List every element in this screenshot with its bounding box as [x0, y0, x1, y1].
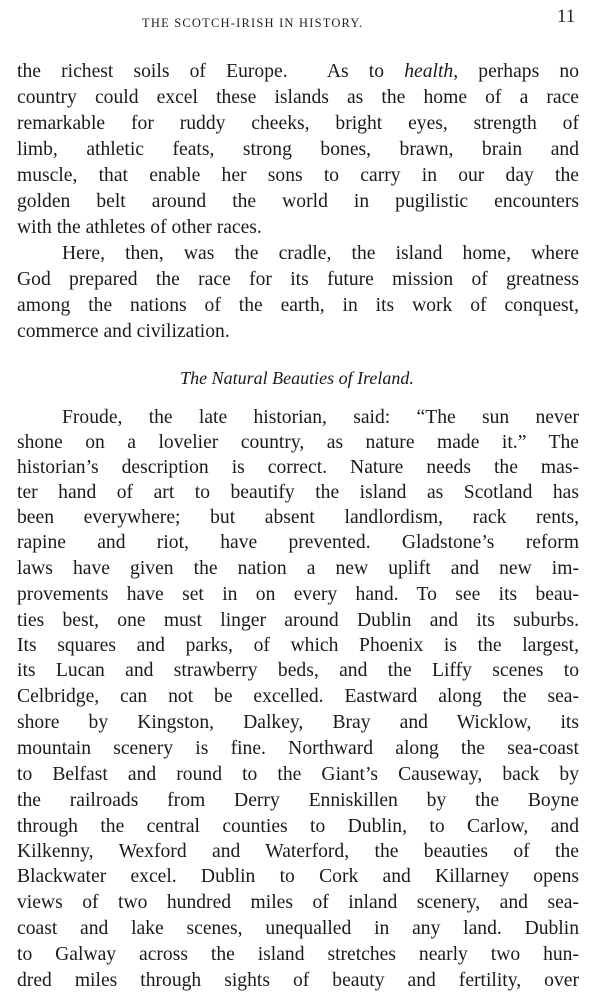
text-line: limb, athletic feats, strong bones, brawn, brain and: [17, 139, 579, 160]
text-line: remarkable for ruddy cheeks, bright eyes, strength of: [17, 113, 579, 134]
text-line: Blackwater excel. Dublin to Cork and Killarney opens: [17, 866, 579, 887]
running-head: THE SCOTCH-IRISH IN HISTORY.: [142, 16, 364, 30]
text-line: Celbridge, can not be excelled. Eastward along the sea-: [17, 686, 579, 707]
text-line: Its squares and parks, of which Phoenix is the largest,: [17, 635, 579, 656]
text-line: provements have set in on every hand. To see its beau-: [17, 584, 579, 605]
emphasis-health: health: [404, 61, 454, 82]
text-line: to Belfast and round to the Giant’s Causeway, back by: [17, 764, 579, 785]
text-line-segment: the richest soils of Europe. As to health, perhaps no: [17, 61, 579, 82]
text-line: shone on a lovelier country, as nature made it.” The: [17, 432, 579, 453]
text-line: shore by Kingston, Dalkey, Bray and Wicklow, its: [17, 712, 579, 733]
text-line: golden belt around the world in pugilistic encounters: [17, 191, 579, 212]
text-line: laws have given the nation a new uplift and new im-: [17, 558, 579, 579]
text-line: muscle, that enable her sons to carry in our day the: [17, 165, 579, 186]
text-line: ties best, one must linger around Dublin and its suburbs.: [17, 610, 579, 631]
text-line: Kilkenny, Wexford and Waterford, the beauties of the: [17, 841, 579, 862]
text-line: Froude, the late historian, said: “The sun never: [62, 407, 579, 428]
text-line: among the nations of the earth, in its work of conquest,: [17, 295, 579, 316]
text-line: country could excel these islands as the home of a race: [17, 87, 579, 108]
text-line: through the central counties to Dublin, to Carlow, and: [17, 816, 579, 837]
text-line: mountain scenery is fine. Northward along the sea-coast: [17, 738, 579, 759]
text-line: historian’s description is correct. Nature needs the mas-: [17, 457, 579, 478]
page-number: 11: [557, 6, 576, 27]
text-line: coast and lake scenes, unequalled in any land. Dublin: [17, 918, 579, 939]
text-line: with the athletes of other races.: [17, 217, 262, 238]
text-line: the railroads from Derry Enniskillen by the Boyne: [17, 790, 579, 811]
text-line: rapine and riot, have prevented. Gladstone’s reform: [17, 532, 579, 553]
text-line: commerce and civilization.: [17, 321, 230, 342]
text-line: to Galway across the island stretches nearly two hun-: [17, 944, 579, 965]
text-line: been everywhere; but absent landlordism, rack rents,: [17, 507, 579, 528]
text-line: [17, 60, 579, 84]
text-line: God prepared the race for its future mission of greatness: [17, 269, 579, 290]
text-line: ter hand of art to beautify the island as Scotland has: [17, 482, 579, 503]
text-line: views of two hundred miles of inland scenery, and sea-: [17, 892, 579, 913]
section-heading: The Natural Beauties of Ireland.: [180, 368, 414, 388]
text-line: its Lucan and strawberry beds, and the Liffy scenes to: [17, 660, 579, 681]
text-line: dred miles through sights of beauty and fertility, over: [17, 970, 579, 991]
text-line: Here, then, was the cradle, the island home, where: [62, 243, 579, 264]
